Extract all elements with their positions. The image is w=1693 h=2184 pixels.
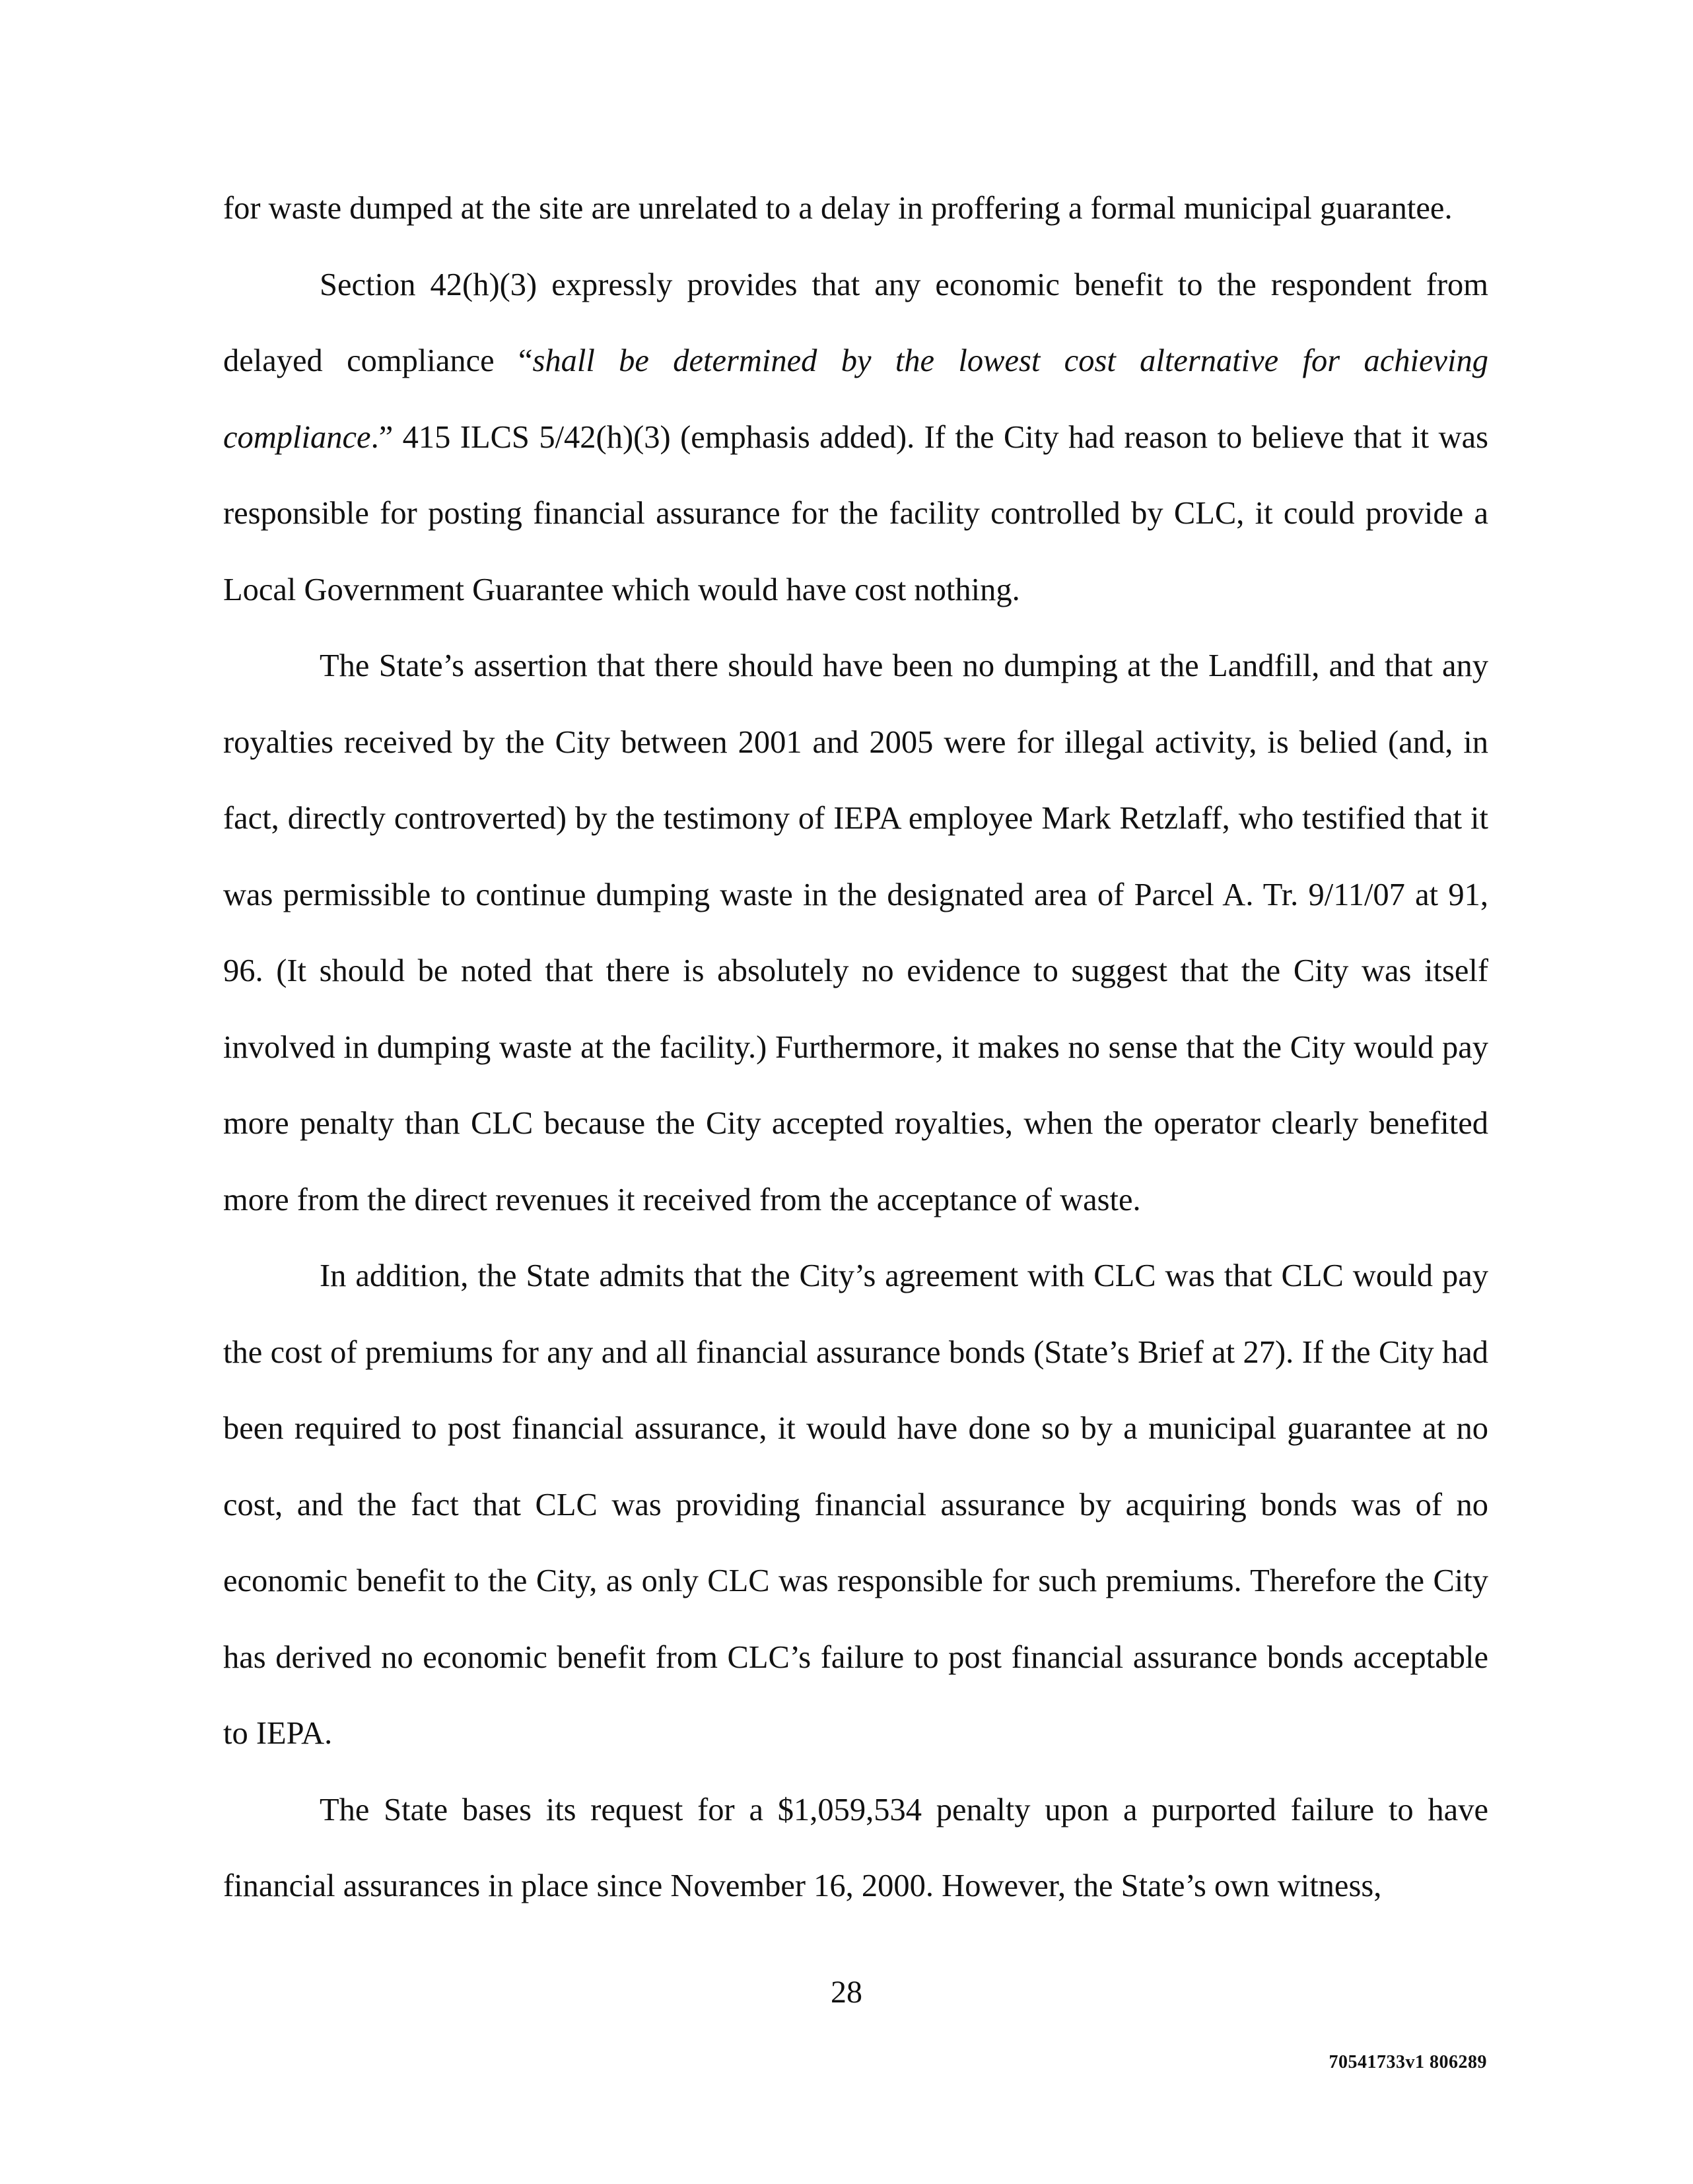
document-id-footer: 70541733v1 806289 [1329,2052,1487,2072]
statutory-quote-emphasis: shall be determined by the lowest cost alternative for achieving compliance [223,343,1488,455]
document-body [223,170,1488,1925]
paragraph-continued: for waste dumped at the site are unrelated to a delay in proffering a formal municipal guarantee. [223,191,1453,226]
page-number: 28 [831,1975,862,2010]
paragraph-section-42h3-lead: Section 42(h)(3) expressly provides that any economic benefit to the respondent from delayed compliance “ [223,267,1488,378]
paragraph-section-42h3 [223,247,1488,629]
paragraph-section-42h3-tail: .” 415 ILCS 5/42(h)(3) (emphasis added). If the City had reason to believe that it was responsible for posting financial assurance for the facility controlled by CLC, it could provide a Local Government Guarantee which would have cost nothing. [223,419,1488,607]
paragraph-state-assertion: The State’s assertion that there should have been no dumping at the Landfill, and that any royalties received by the City between 2001 and 2005 were for illegal activity, is belied (and, in fact, directly controverted) by the testimony of IEPA employee Mark Retzlaff, who testified that it was permissible to continue dumping waste in the designated area of Parcel A. Tr. 9/11/07 at 91, 96. (It should be noted that there is absolutely no evidence to suggest that the City was itself involved in dumping waste at the facility.) Furthermore, it makes no sense that the City would pay more penalty than CLC because the City accepted royalties, when the operator clearly benefited more from the direct revenues it received from the acceptance of waste. [223,648,1488,1217]
paragraph-city-agreement: In addition, the State admits that the City’s agreement with CLC was that CLC would pay the cost of premiums for any and all financial assurance bonds (State’s Brief at 27). If the City had been required to post financial assurance, it would have done so by a municipal guarantee at no cost, and the fact that CLC was providing financial assurance by acquiring bonds was of no economic benefit to the City, as only CLC was responsible for such premiums. Therefore the City has derived no economic benefit from CLC’s failure to post financial assurance bonds acceptable to IEPA. [223,1258,1488,1751]
paragraph-penalty-request: The State bases its request for a $1,059,534 penalty upon a purported failure to have financial assurances in place since November 16, 2000. However, the State’s own witness, [223,1792,1488,1903]
